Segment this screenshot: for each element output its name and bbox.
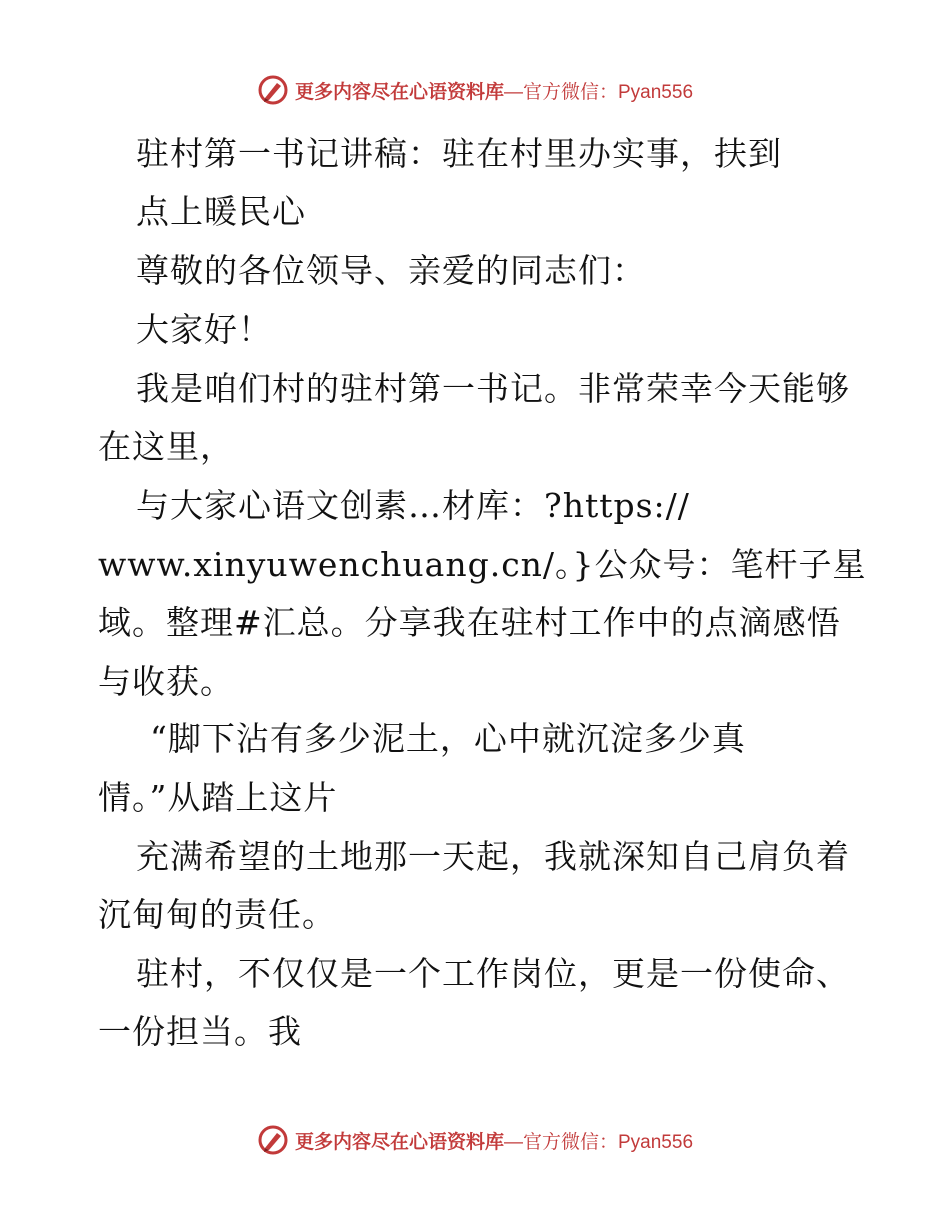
paragraph-line: 在这里，: [98, 427, 234, 466]
banner-wechat-text: —官方微信：Pyan556: [504, 81, 694, 103]
title-line-2: 点上暖民心: [136, 192, 306, 231]
greeting-line: 大家好！: [136, 310, 272, 349]
salutation-line: 尊敬的各位领导、亲爱的同志们：: [136, 251, 646, 290]
banner-site-text: 更多内容尽在心语资料库: [294, 1130, 504, 1153]
footer-banner: [0, 1120, 950, 1160]
banner-wechat-text: —官方微信：Pyan556: [504, 1131, 694, 1153]
banner-site-text: 更多内容尽在心语资料库: [294, 80, 504, 103]
paragraph-line: 与大家心语文创素…材库：?https://: [136, 486, 690, 525]
paragraph-line: 情。”从踏上这片: [98, 778, 338, 817]
pen-logo-icon: [257, 1124, 289, 1156]
paragraph-line: 一份担当。我: [98, 1012, 302, 1051]
paragraph-line: 域。整理#汇总。分享我在驻村工作中的点滴感悟: [98, 603, 841, 642]
paragraph-line: 充满希望的土地那一天起，我就深知自己肩负着: [136, 837, 850, 876]
paragraph-line: www.xinyuwenchuang.cn/。}公众号：笔杆子星: [98, 545, 867, 584]
quote-line: “脚下沾有多少泥土，心中就沉淀多少真: [150, 719, 746, 758]
paragraph-line: 驻村，不仅仅是一个工作岗位，更是一份使命、: [136, 954, 850, 993]
title-line-1: 驻村第一书记讲稿：驻在村里办实事，扶到: [136, 134, 782, 173]
paragraph-line: 我是咱们村的驻村第一书记。非常荣幸今天能够: [136, 369, 850, 408]
paragraph-line: 沉甸甸的责任。: [98, 895, 336, 934]
paragraph-line: 与收获。: [98, 662, 234, 701]
